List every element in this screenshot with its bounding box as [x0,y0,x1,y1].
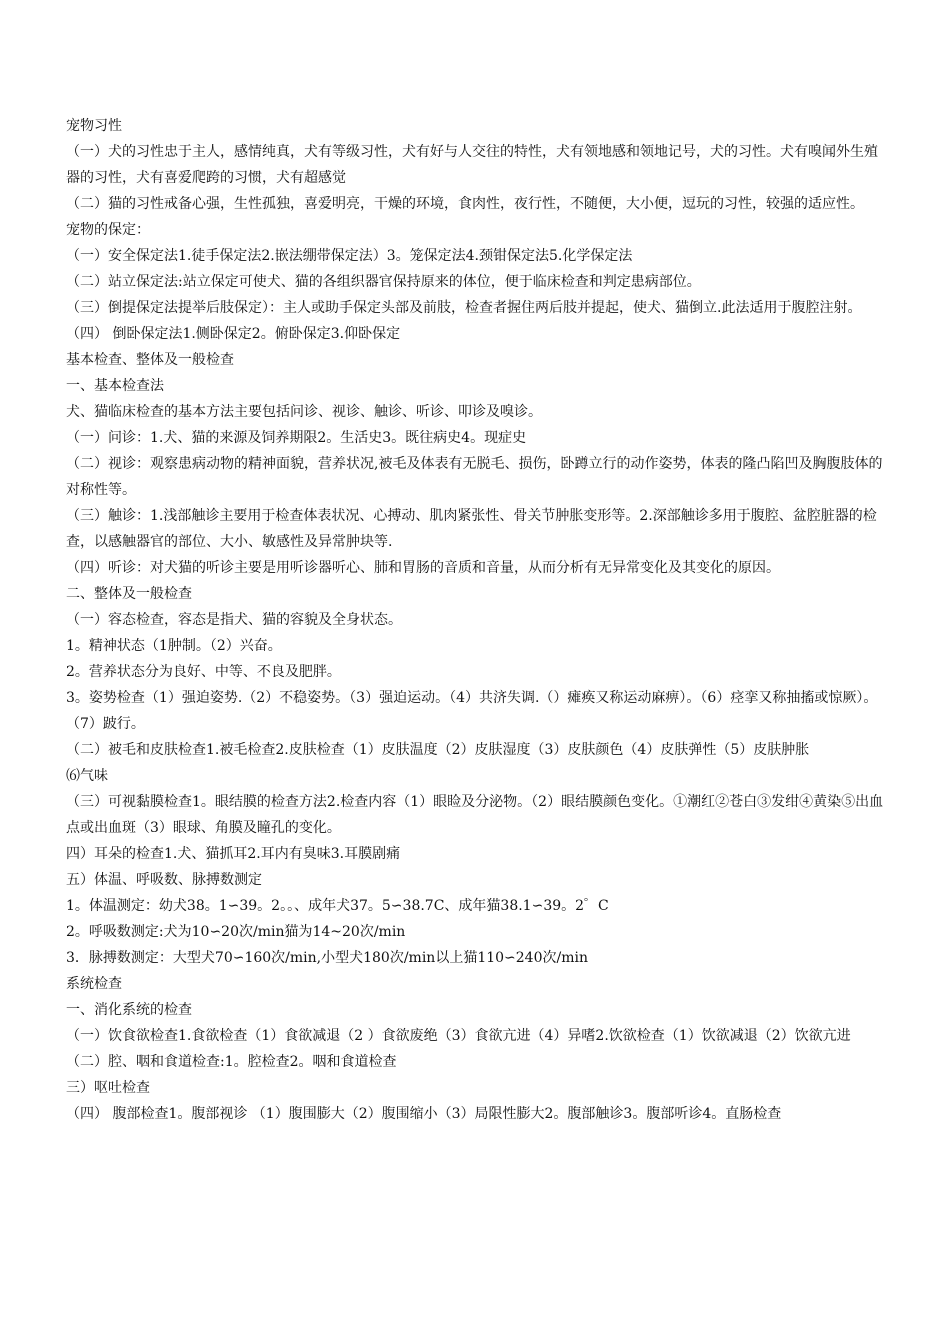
paragraph-pharynx: （二）腔、咽和食道检查:1。腔检查2。咽和食道检查 [66,1054,397,1070]
paragraph-basic-methods: 犬、猫临床检查的基本方法主要包括问诊、视诊、触诊、听诊、叩诊及嗅诊。 [66,404,542,420]
paragraph-standing-restraint: （二）站立保定法:站立保定可使犬、猫的各组织器官保持原来的体位，便于临床检查和判定患病部位。 [66,274,701,290]
paragraph-temperature: 1。体温测定：幼犬38。1∽39。2。。、成年犬37。5∽38.7C、成年猫38.1∽39。2゜C [66,898,609,914]
paragraph-inspection: （二）视诊：观察患病动物的精神面貌，营养状况,被毛及体表有无脱毛、损伤，卧蹲立行的动作姿势，体表的隆凸陷凹及胸腹肢体的对称性等。 [66,456,883,498]
heading-restraint: 宠物的保定： [66,222,150,238]
paragraph-appetite: （一）饮食欲检查1.食欲检查（1）食欲减退（2 ）食欲废绝（3）食欲亢进（4）异嗜2.饮欲检查（1）饮欲减退（2）饮欲亢进 [66,1028,851,1044]
paragraph-pulse: 3．脉搏数测定：大型犬70∽160次/min,小型犬180次/min以上猫110∽240次/min [66,950,588,966]
paragraph-vitals: 五）体温、呼吸数、脉搏数测定 [66,872,262,888]
document-page [66,113,888,1127]
paragraph-cat-habits: （二）猫的习性戒备心强，生性孤独，喜爱明亮，干燥的环境，食肉性，夜行性，不随便，大小便，逗玩的习性，较强的适应性。 [66,196,864,212]
heading-basic-methods: 一、基本检查法 [66,378,164,394]
paragraph-inverted-restraint: （三）倒提保定法提举后肢保定）：主人或助手保定头部及前肢，检查者握住两后肢并提起，使犬、猫倒立.此法适用于腹腔注射。 [66,300,862,316]
paragraph-abdomen: （四） 腹部检查1。腹部视诊 （1）腹围膨大（2）腹围缩小（3）局限性膨大2。腹部触诊3。腹部听诊4。直肠检查 [66,1106,782,1122]
paragraph-odor: ⑹气味 [66,768,108,784]
paragraph-palpation: （三）触诊：1.浅部触诊主要用于检查体表状况、心搏动、肌肉紧张性、骨关节肿胀变形等。2.深部触诊多用于腹腔、盆腔脏器的检查，以感触器官的部位、大小、敏感性及异常肿块等. [66,508,877,550]
paragraph-mental-state: 1。精神状态（1肿制。（2）兴奋。 [66,638,282,654]
paragraph-vomit: 三）呕吐检查 [66,1080,150,1096]
heading-general-exam: 二、整体及一般检查 [66,586,192,602]
heading-pet-habits: 宠物习性 [66,118,122,134]
paragraph-nutrition: 2。营养状态分为良好、中等、不良及肥胖。 [66,664,341,680]
heading-digestive: 一、消化系统的检查 [66,1002,192,1018]
paragraph-ears: 四）耳朵的检查1.犬、猫抓耳2.耳内有臭味3.耳膜剧痛 [66,846,401,862]
paragraph-respiration: 2。呼吸数测定:犬为10∽20次/min猫为14~20次/min [66,924,406,940]
paragraph-inquiry: （一）问诊：1.犬、猫的来源及饲养期限2。生活史3。既往病史4。现症史 [66,430,527,446]
heading-system-exam: 系统检查 [66,976,122,992]
heading-basic-exam: 基本检查、整体及一般检查 [66,352,234,368]
paragraph-mucosa: （三）可视黏膜检查1。眼结膜的检查方法2.检查内容（1）眼睑及分泌物。（2）眼结膜颜色变化。①潮红②苍白③发绀④黄染⑤出血点或出血斑（3）眼球、角膜及瞳孔的变化。 [66,794,884,836]
paragraph-auscultation: （四）听诊：对犬猫的听诊主要是用听诊器听心、肺和胃肠的音质和音量，从而分析有无异常变化及其变化的原因。 [66,560,780,576]
paragraph-lying-restraint: （四） 倒卧保定法1.侧卧保定2。俯卧保定3.仰卧保定 [66,326,401,342]
paragraph-dog-habits: （一）犬的习性忠于主人，感情纯真，犬有等级习性，犬有好与人交往的特性，犬有领地感和领地记号，犬的习性。犬有嗅闻外生殖器的习性，犬有喜爱爬跨的习惯，犬有超感觉 [66,144,878,186]
paragraph-coat-skin: （二）被毛和皮肤检查1.被毛检查2.皮肤检查（1）皮肤温度（2）皮肤湿度（3）皮肤颜色（4）皮肤弹性（5）皮肤肿胀 [66,742,810,758]
paragraph-posture: 3。姿势检查（1）强迫姿势.（2）不稳姿势。（3）强迫运动。（4）共济失调.（）瘫痪又称运动麻痹）。（6）痉挛又称抽搐或惊厥）。（7）跛行。 [66,690,878,732]
paragraph-safe-restraint: （一）安全保定法1.徒手保定法2.嵌法绷带保定法）3。笼保定法4.颈钳保定法5.化学保定法 [66,248,633,264]
paragraph-appearance: （一）容态检查，容态是指犬、猫的容貌及全身状态。 [66,612,402,628]
